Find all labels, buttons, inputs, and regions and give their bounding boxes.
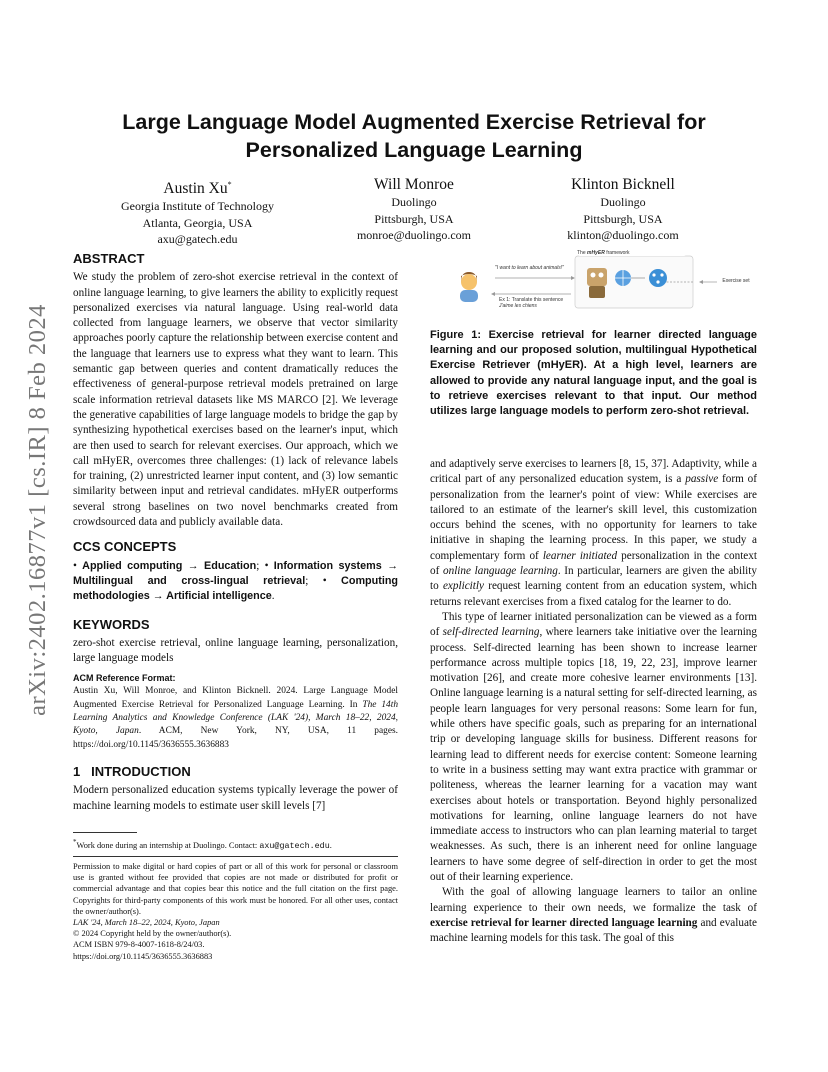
ccs-item: Information systems → Multilingual and cross-lingual retrieval: [73, 559, 398, 587]
abstract-text: We study the problem of zero-shot exercise retrieval in the context of online language learning, to give learners the ability to explicitly request personalized exercises via natural language. Using real-world data collected from language learners, we observe that vector similarity approaches poorly capture the relationship between exercise content and the language that learners use to express what they want to learn. This semantic gap between queries and content dramatically reduces the effectiveness of general-purpose retrieval models pretrained on large scale information retrieval datasets like MS MARCO [2]. We leverage the generative capabilities of large language models to bridge the gap by synthesizing hypothetical exercises based on the learner's input, which are then used to search for relevant exercises. Our approach, which we call mHyER, overcomes three challenges: (1) lack of relevance labels for training, (2) unrestricted learner input content, and (3) low semantic similarity between input and retrieval candidates. mHyER outperforms several strong baselines on two novel benchmarks created from crowdsourced data and publicly available data.: [73, 271, 398, 529]
footnote-rule: [73, 832, 137, 833]
title-line-2: Personalized Language Learning: [245, 138, 583, 162]
left-column: [73, 251, 398, 814]
permission-rule: [73, 856, 398, 857]
introduction-heading: 1 INTRODUCTION: [73, 763, 191, 779]
author-location: Atlanta, Georgia, USA: [142, 215, 253, 230]
author-affiliation: Duolingo: [600, 195, 646, 209]
permission-text: Permission to make digital or hard copies of part or all of this work for personal or classroom use is granted without fee provided that copies are not made or distributed for profit or commercial advantage and that copies bear this notice and the full citation on the first page. Copyrights for third-party components of this work must be honored. For all other uses, contact the owner/author(s).: [73, 862, 398, 916]
framework-label: The mHyER framework: [577, 250, 687, 256]
author-affiliation: Duolingo: [391, 195, 437, 209]
permission-venue: LAK '24, March 18–22, 2024, Kyoto, Japan: [73, 918, 220, 928]
permission-block: [73, 861, 398, 962]
author-block-1: [85, 175, 310, 248]
author-footnote-marker: *: [227, 180, 232, 189]
network-icon: [649, 269, 667, 287]
author-location: Pittsburgh, USA: [583, 211, 663, 226]
author-email[interactable]: klinton@duolingo.com: [567, 228, 679, 242]
permission-doi[interactable]: https://doi.org/10.1145/3636555.3636883: [73, 951, 213, 961]
permission-isbn: ACM ISBN 979-8-4007-1618-8/24/03.: [73, 940, 205, 950]
globe-icon: [615, 270, 631, 286]
author-affiliation: Georgia Institute of Technology: [120, 199, 275, 214]
author-email[interactable]: monroe@duolingo.com: [356, 228, 472, 242]
keywords-text: zero-shot exercise retrieval, online language learning, personalization, large language models: [73, 636, 398, 665]
intro-paragraph: This type of learner initiated personalization can be viewed as a form of self-directed learning, where learners take initiative over the learning process. Self-directed learning has been shown to increase learner performance across multiple topics [18, 19, 22, 23], improve learner motivation [26], and create more cohesive learner environments [13]. Online language learning is a natural setting for self-directed learning, as people learn languages for very personal reasons: Some learn for fun, while others have specific goals, such as preparing for an international trip or developing language skills for business. Different reasons for learning lead to different needs for exercise content: Someone learning to write in a business setting may want extra practice with grammar or politeness, whereas the learner learning for a vacation may want exercises about hotels or transportation. Beyond highly personalized motivations for learning, online language learners do not have immediate access to instructors who can plan learning material to target weaknesses. As such, there is an inherent need for online language learners to have some degree of self-direction in order to get the most out of their learning experience.: [430, 610, 757, 884]
figure-graphic: [455, 248, 755, 322]
author-name: Austin Xu: [163, 180, 228, 198]
abstract-heading: ABSTRACT: [73, 251, 145, 266]
figure-1-illustration: [455, 248, 755, 322]
exercise-bubble: Ex 1: Translate this sentence J'aime les chiens: [499, 297, 569, 309]
acm-reference-text: Austin Xu, Will Monroe, and Klinton Bicknell. 2024. Large Language Model Augmented Exercise Retrieval for Personalized Language Learning. In The 14th Learning Analytics and Knowledge Conference (LAK '24), March 18–22, 2024, Kyoto, Japan. ACM, New York, NY, USA, 11 pages. https://doi.org/10.1145/3636555.3636883: [73, 686, 399, 750]
intro-paragraph: With the goal of allowing language learners to tailor an online learning experience to their own needs, we formalize the task of exercise retrieval for learner directed language learning and evaluate machine learning models for this task. The goal of this: [430, 886, 758, 945]
footnote: *Work done during an internship at Duolingo. Contact: axu@gatech.edu.: [73, 838, 332, 851]
permission-copyright: © 2024 Copyright held by the owner/author(s).: [73, 929, 232, 939]
right-column: [430, 457, 757, 947]
author-name: Will Monroe: [374, 176, 454, 193]
exercise-set-label: Exercise set: [719, 274, 753, 288]
robot-icon: [587, 268, 607, 298]
ccs-list: • Applied computing → Education; • Information systems → Multilingual and cross-lingual retrieval; • Computing methodologies → Artificial intelligence.: [73, 559, 399, 603]
author-block-2: [320, 175, 508, 244]
author-block-3: [528, 175, 718, 244]
query-bubble: "I want to learn about animals!": [495, 265, 569, 271]
ccs-item: Computing methodologies → Artificial intelligence: [73, 574, 399, 603]
arxiv-id: arXiv:2402.16877v1 [cs.IR] 8 Feb 2024: [24, 304, 51, 716]
intro-paragraph: Modern personalized education systems typically leverage the power of machine learning models to estimate user skill levels [7]: [73, 784, 398, 812]
paper-title: [70, 108, 758, 164]
keywords-heading: KEYWORDS: [73, 616, 150, 632]
figure-1-caption: Figure 1: Exercise retrieval for learner directed language learning and our proposed solution, multilingual Hypothetical Exercise Retriever (mHyER). At a high level, learners are allowed to provide any natural language input, and the goal is to retrieve exercises relevant to that input. Our method utilizes large language models to perform zero-shot retrieval.: [430, 329, 757, 418]
author-email[interactable]: axu@gatech.edu: [157, 232, 238, 247]
ccs-heading: CCS CONCEPTS: [73, 539, 177, 555]
author-location: Pittsburgh, USA: [374, 211, 454, 226]
footnote-email[interactable]: axu@gatech.edu: [259, 840, 330, 851]
author-name: Klinton Bicknell: [571, 176, 675, 193]
acm-reference-heading: ACM Reference Format:: [73, 673, 176, 684]
title-line-1: Large Language Model Augmented Exercise Retrieval for: [122, 110, 706, 134]
intro-paragraph: and adaptively serve exercises to learners [8, 15, 37]. Adaptivity, while a critical part of any personalized education system, is a passive form of personalization from the learner's point of view: While exercises are tailored to an estimate of the learner's skill level, this customization occurs behind the scenes, with no opportunity for learners to take initiative in shaping the learning process. In this paper, we study a complementary form of learner initiated personalization in the context of online language learning. In particular, learners are given the ability to explicitly request learning content from an education system, which returns relevant exercises from a fixed catalog for the learner to do.: [430, 458, 757, 608]
learner-avatar-icon: [460, 272, 478, 302]
ccs-item: Applied computing → Education: [82, 559, 257, 572]
arxiv-stamp: [21, 300, 55, 720]
